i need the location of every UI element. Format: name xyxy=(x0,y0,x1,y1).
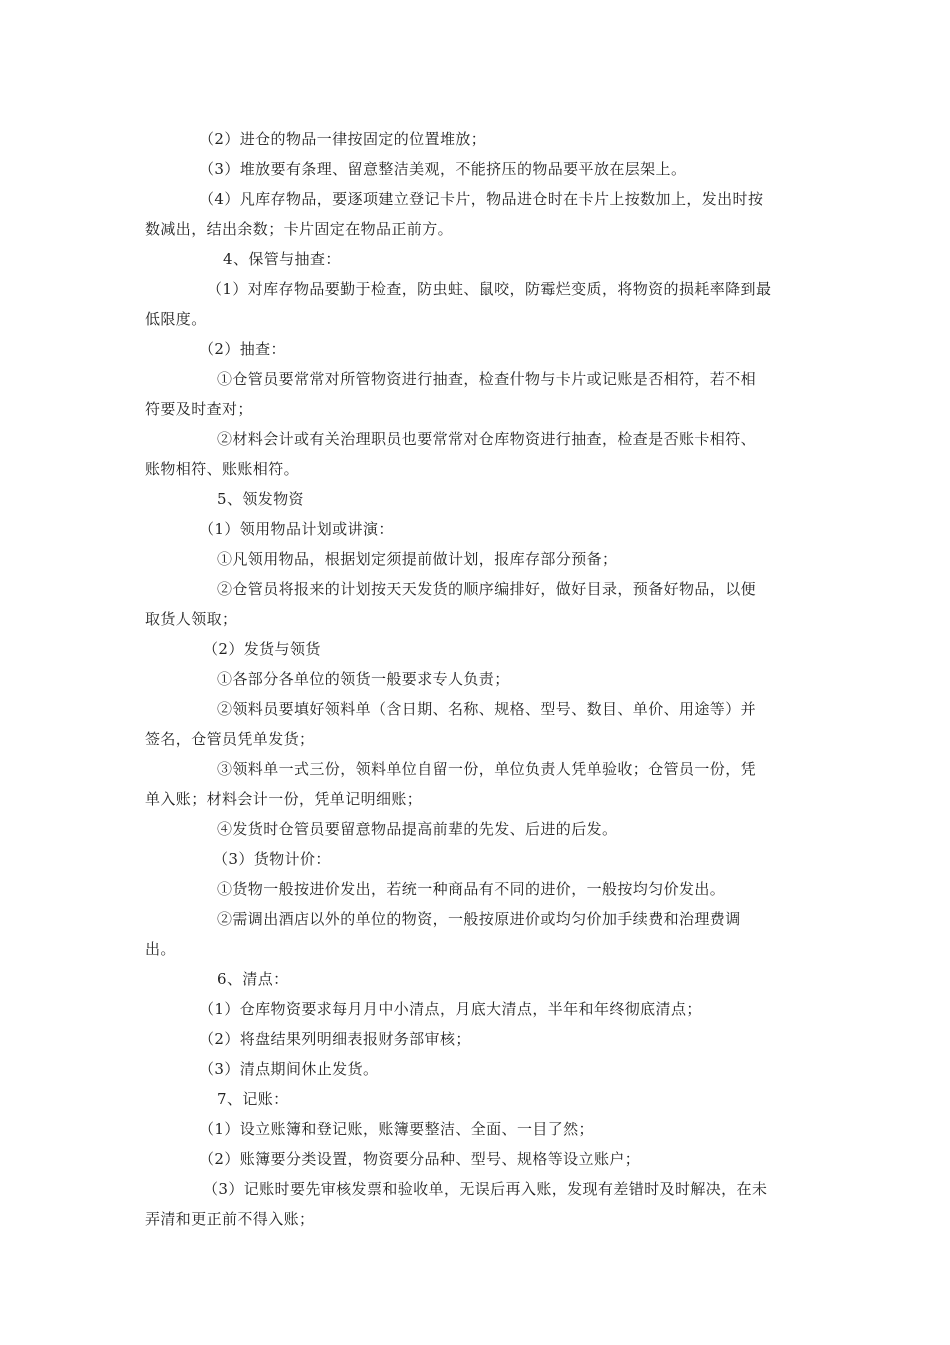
paragraph-line: （1）仓库物资要求每月月中小清点，月底大清点，半年和年终彻底清点； xyxy=(199,1000,702,1018)
section-heading: 7、记账： xyxy=(217,1090,289,1108)
paragraph-line: （2）抽查： xyxy=(199,340,286,358)
paragraph-line: ①凡领用物品，根据划定须提前做计划，报库存部分预备； xyxy=(217,550,618,568)
paragraph-line: （4）凡库存物品，要逐项建立登记卡片，物品进仓时在卡片上按数加上，发出时按 xyxy=(199,190,764,208)
paragraph-line: ②材料会计或有关治理职员也要常常对仓库物资进行抽查，检查是否账卡相符、 xyxy=(217,430,757,448)
paragraph-line: ④发货时仓管员要留意物品提高前辈的先发、后进的后发。 xyxy=(217,820,618,838)
paragraph-line: 符要及时查对； xyxy=(145,400,253,418)
paragraph-line: （3）记账时要先审核发票和验收单，无误后再入账，发现有差错时及时解决，在未 xyxy=(203,1180,768,1198)
paragraph-line: （3）货物计价： xyxy=(213,850,331,868)
paragraph-line: （1）对库存物品要勤于检查，防虫蛀、鼠咬，防霉烂变质，将物资的损耗率降到最 xyxy=(207,280,772,298)
paragraph-line: 账物相符、账账相符。 xyxy=(145,460,300,478)
section-heading: 6、清点： xyxy=(217,970,289,988)
paragraph-line: 出。 xyxy=(145,940,176,958)
section-heading: 4、保管与抽查： xyxy=(223,250,341,268)
paragraph-line: （2）将盘结果列明细表报财务部审核； xyxy=(199,1030,471,1048)
paragraph-line: ①仓管员要常常对所管物资进行抽查，检查什物与卡片或记账是否相符，若不相 xyxy=(217,370,757,388)
paragraph-line: 取货人领取； xyxy=(145,610,238,628)
paragraph-line: ②需调出酒店以外的单位的物资，一般按原进价或均匀价加手续费和治理费调 xyxy=(217,910,741,928)
paragraph-line: （1）领用物品计划或讲演： xyxy=(199,520,394,538)
paragraph-line: （2）账簿要分类设置，物资要分品种、型号、规格等设立账户； xyxy=(199,1150,641,1168)
paragraph-line: 弄清和更正前不得入账； xyxy=(145,1210,315,1228)
paragraph-line: ②仓管员将报来的计划按天天发货的顺序编排好，做好目录，预备好物品，以便 xyxy=(217,580,757,598)
paragraph-line: （1）设立账簿和登记账，账簿要整洁、全面、一目了然； xyxy=(199,1120,594,1138)
paragraph-line: 数减出，结出余数；卡片固定在物品正前方。 xyxy=(145,220,454,238)
section-heading: 5、领发物资 xyxy=(217,490,304,508)
paragraph-line: （2）发货与领货 xyxy=(203,640,321,658)
paragraph-line: ①各部分各单位的领货一般要求专人负责； xyxy=(217,670,510,688)
paragraph-line: 低限度。 xyxy=(145,310,207,328)
paragraph-line: （3）堆放要有条理、留意整洁美观，不能挤压的物品要平放在层架上。 xyxy=(199,160,687,178)
paragraph-line: ②领料员要填好领料单（含日期、名称、规格、型号、数目、单价、用途等）并 xyxy=(217,700,757,718)
paragraph-line: 单入账；材料会计一份，凭单记明细账； xyxy=(145,790,423,808)
paragraph-line: 签名，仓管员凭单发货； xyxy=(145,730,315,748)
paragraph-line: （2）进仓的物品一律按固定的位置堆放； xyxy=(199,130,487,148)
paragraph-line: （3）清点期间休止发货。 xyxy=(199,1060,379,1078)
paragraph-line: ③领料单一式三份，领料单位自留一份，单位负责人凭单验收；仓管员一份，凭 xyxy=(217,760,757,778)
paragraph-line: ①货物一般按进价发出，若统一种商品有不同的进价，一般按均匀价发出。 xyxy=(217,880,726,898)
